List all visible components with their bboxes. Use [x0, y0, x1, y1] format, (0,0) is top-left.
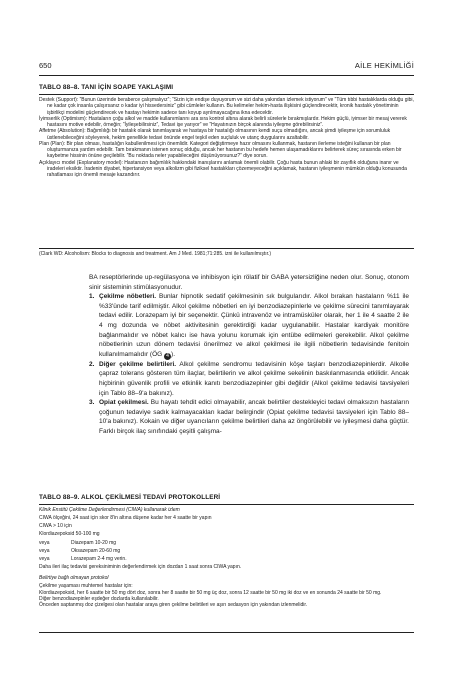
list-lead: Çekilme nöbetleri.: [99, 293, 157, 301]
veya-label: veya: [39, 555, 50, 562]
list-number: 3.: [89, 399, 95, 407]
body-text: [89, 273, 409, 437]
intro-paragraph: BA reseptörlerinde up-regülasyona ve inhibisyon için rölatif bir GABA yetersizliğine neden olur. Sonuç, otonom sinir sisteminin stimülasyonudur.: [89, 274, 409, 291]
page-header: [39, 61, 414, 73]
list-lead: Diğer çekilme belirtileri.: [99, 360, 177, 368]
table2-line: Önceden saptanmış doz çizelgesi olan hastalar araya giren çekilme belirtileri ve aşırı sedasyon için yakından izlenmelidir.: [39, 601, 308, 608]
veya-label: veya: [39, 547, 50, 554]
table1-bottom-rule: [39, 248, 414, 249]
table1-citation: (Clark WD: Alcoholism: Blocks to diagnosis and treatment. Am J Med. 1981;71:285. izni ile kullanılmıştır.): [39, 251, 272, 257]
table1-entry-explanatory: Açıklayıcı model (Explanatory model): Hastanızın bağımlılık hakkındaki inanışlarını anlamak önemli olabilir. Çoğu hasta bunun ahlaki bir zayıflık olduğuna inanır ve iradeleri eksiktir. İradenin diyabet, hipertansiyon veya alkolizm gibi fiziksel hastalıkları çözemeyeceğini açıklamak, hastanın iyileşmenin mümkün olduğu konusunda rahatlaması için önemli mesaje kazandırır.: [39, 159, 407, 178]
table1-entry-optimism: İyimserlik (Optimism): Hastaların çoğu alkol ve madde kullanımlarını ara sıra kontrol altına alarak belirli sürelerle bırakmışlardır. Hekim güçlü, iyimser bir mesaj vererek hastasını motive edebilir, örneğin; “İyileşebilirsiniz”, Tedavi işe yarıyor” ve “Hayatınızın birçok alanında iyileşme görebilirsiniz”.: [39, 115, 407, 128]
veya-value: Lorazepam 2-4 mg verin.: [71, 555, 127, 562]
running-title: AİLE HEKİMLİĞİ: [354, 61, 414, 70]
table1-top-rule: [39, 94, 414, 95]
table2-line: Çekilme yaşaması muhtemel hastalar için:: [39, 583, 133, 590]
table1-title: TABLO 88–8. TANI İÇİN SOAPE YAKLAŞIMI: [39, 84, 174, 91]
evidence-grade-icon: 4: [164, 353, 171, 360]
list-tail: ).: [171, 350, 176, 358]
table2-line: CIWA > 10 için: [39, 523, 72, 530]
table1-entry-plan: Plan (Plan): Bir plan olması, hastalığın kabullenilmesi için önemlidir. Kategori değiştirmeye hazır olmasını kullanmak, hastanın ilerleme isteğini kullanan bir plan oluşturmanıza yardım edebilir. Tam bırakmanın istenen sonuç olduğu, ancak her hastanın bu hedefe hemen ulaşamadıklarını belirterek süreç sırasında erken bir kaybetme hissinin önüne geçilebilir. “Bu noktada neler yapabileceğini düşünüyorsunuz?” diye sorun.: [39, 140, 402, 160]
table1-entry-absolution: Affetme (Absolution): Bağımlılığı bir hastalık olarak tanımlayarak ve hastaya bir hastalığı olmasının kendi suçu olmadığını, ancak şimdi iyileşme için sorumluluk üstlenebileceğini söyleyerek, hekim genellikle tedavi önünde engel teşkil eden suçluluk ve utanç duygularını azaltabilir.: [39, 128, 391, 141]
list-item: [89, 292, 409, 360]
page-number: 650: [39, 61, 52, 70]
table1-body: [39, 97, 414, 178]
table2-bottom-rule: [39, 632, 414, 633]
list-text: Bu hayatı tehdit edici olmayabilir, ancak belirtiler destekleyici tedavi olmaksızın hastaların çoğunun tedaviye sadık kalmayacakları kadar belirgindir (Opiat çekilme tedavisi tavsiyeleri için Tablo 88–10'a bakınız). Kokain ve diğer uyarıcıların çekilme belirtileri daha az öngörülebilir ve iyileşmesi daha güçtür. Farklı birçok ilaç sınıfındaki çeşitli çalışma-: [99, 399, 409, 435]
table2-line: CIWA ölçeğini, 24 saat için skor 8'in altına düşene kadar her 4 saatte bir yapın: [39, 515, 212, 522]
list-item: [89, 398, 409, 436]
table2-line: Klordiazepoksid 50-100 mg: [39, 531, 100, 538]
header-divider: [39, 75, 414, 76]
list-number: 2.: [89, 360, 95, 368]
list-text: Alkol çekilme sendromu tedavisinin köşe taşları benzodiazepinlerdir. Alkolle çapraz tolerans gösteren tüm ilaçlar, belirtilerin ve alkol çekilme sekelinin baskılanmasında etkilidir. Ancak hiçbirinin güvenlik profili ve etkinlik kanıtı benzodiazepinler gibi değildir (Alkol çekilme tedavisi tavsiyeleri için Tablo 88–9'a bakınız).: [99, 360, 409, 397]
list-lead: Opiat çekilmesi.: [99, 399, 149, 407]
veya-value: Diazepam 10-20 mg: [71, 539, 117, 546]
table2-title: TABLO 88–9. ALKOL ÇEKİLMESİ TEDAVİ PROTOKOLLERİ: [39, 494, 221, 501]
table2-section2-heading: Belirtiye bağlı olmayan protokol: [39, 575, 109, 582]
veya-label: veya: [39, 539, 50, 546]
list-number: 1.: [89, 293, 95, 301]
numbered-list: [89, 292, 409, 436]
table1-entry-support: Destek (Support): “Bunun üzerinde beraberce çalışmalıyız”; “Sizin için endişe duyuyorum ve sizi daha yakından izlemek istiyorum” ve “Tüm tıbbi hastalıklarda olduğu gibi, ne kadar çok insanla çalışırsanız o kadar iyi hissedersiniz” gibi cümleler kullanın. Bu kelimeler hekim-hasta ilişkisini güçlendirecektir, kronik hastalık yönetiminin işbirlikçi modelini güçlendirecek ve hastayı hekimin sadece tanı koyup ayrılmayacağına ikna edecektir.: [39, 97, 414, 116]
table2-top-rule: [39, 504, 414, 505]
list-text: Bunlar hipnotik sedatif çekilmesinin sık bulgularıdır. Alkol bırakan hastaların %11 ile %33'ünde tarif edilmiştir. Alkol çekilme nöbetleri en iyi benzodiazepinlerle ve çekilme sürecini tanımlayarak tedavi edilir. Lorazepam iyi bir seçenektir. Çünkü intravenöz ve intramüsküler olarak, her 1 ile 4 saatte 2 ile 4 mg dozunda ve nöbet aktivitesinin gerektirdiği kadar uygulanabilir. Hastalar kardiyak monitöre bağlanmalıdır ve nöbet kalıcı ise hava yolunu korumak için entübe edilmeleri gerekebilir. Alkol çekilme nöbetlerinin uzun dönem tedavisi önerilmez ve alkol çekilmesi ile ilgili nöbetlerin tedavisinde fenitoin kullanılmamalıdır (ÖG: [99, 293, 409, 358]
table2-line: Diğer benzodiazepinler eşdeğer dozlarda kullanılabilir.: [39, 595, 159, 602]
veya-value: Oksazepam 20-60 mg: [71, 547, 121, 554]
table2-line: Klordiazepoksid, her 6 saatte bir 50 mg dört doz, sonra her 8 saatte bir 50 mg üç doz, sonra 12 saatte bir 50 mg iki doz ve en sonunda 24 saatte bir 50 mg.: [39, 589, 382, 596]
table2-line: Daha ileri ilaç tedavisi gereksiniminin değerlendirmek için dozdan 1 saat sonra CIWA yapın.: [39, 564, 242, 571]
table2-body: [39, 507, 414, 608]
table2-section1-heading: Klinik Enstitü Çekilme Değerlendirmesi (CIWA) kullanarak izlem: [39, 507, 180, 513]
list-item: [89, 360, 409, 398]
